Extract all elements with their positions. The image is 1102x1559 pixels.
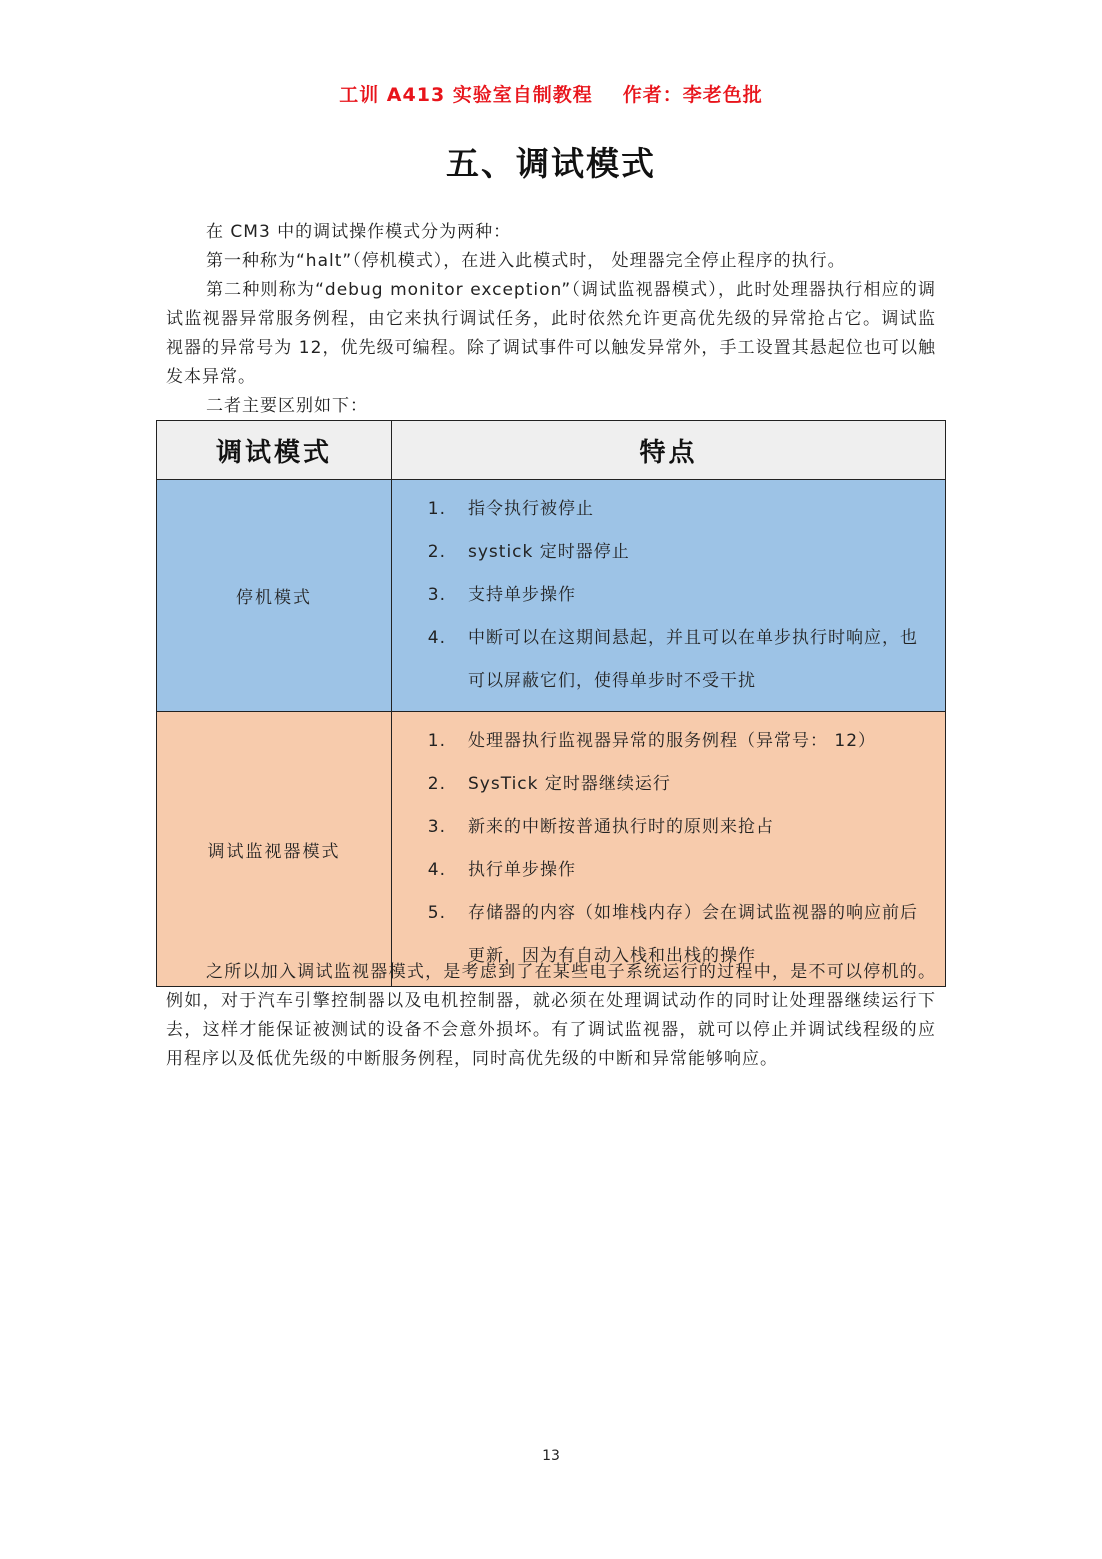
item-text: 中断可以在这期间悬起，并且可以在单步执行时响应，也可以屏蔽它们，使得单步时不受干扰 — [468, 628, 918, 691]
page-title: 五、调试模式 — [446, 144, 656, 183]
item-number: 4. — [427, 860, 446, 880]
intro-section — [166, 218, 936, 421]
list-item — [392, 806, 935, 849]
intro-paragraph: 在 CM3 中的调试操作模式分为两种： — [206, 222, 512, 242]
mode-cell: 停机模式 — [157, 480, 392, 712]
item-text: 指令执行被停止 — [468, 499, 594, 519]
item-number: 2. — [427, 774, 446, 794]
item-number: 3. — [427, 585, 446, 605]
item-text: 新来的中断按普通执行时的原则来抢占 — [468, 817, 774, 837]
item-number: 2. — [427, 542, 446, 562]
item-text: 处理器执行监视器异常的服务例程（异常号： 12） — [468, 731, 877, 751]
item-number: 4. — [427, 628, 446, 648]
list-item — [392, 488, 935, 531]
list-item — [392, 531, 935, 574]
features-cell — [392, 480, 946, 712]
intro-paragraph: 第二种则称为“debug monitor exception”（调试监视器模式），此时处理器执行相应的调试监视器异常服务例程，由它来执行调试任务，此时依然允许更高优先级的异常抢占它。调试监视器的异常号为 12，优先级可编程。除了调试事件可以触发异常外，手工设置其悬起位也可以触发本异常。 — [166, 280, 936, 387]
item-text: 支持单步操作 — [468, 585, 576, 605]
table-row-halt — [157, 480, 946, 712]
header-features: 特点 — [392, 421, 946, 480]
feature-list — [392, 720, 935, 978]
outro-section — [166, 958, 936, 1074]
item-text: 执行单步操作 — [468, 860, 576, 880]
mode-cell: 调试监视器模式 — [157, 712, 392, 987]
item-number: 1. — [427, 731, 446, 751]
table-row-debug-monitor — [157, 712, 946, 987]
list-item — [392, 617, 935, 703]
header-mode: 调试模式 — [157, 421, 392, 480]
item-text: systick 定时器停止 — [468, 542, 630, 562]
features-cell — [392, 712, 946, 987]
debug-modes-table — [156, 420, 946, 987]
intro-paragraph: 第一种称为“halt”（停机模式），在进入此模式时， 处理器完全停止程序的执行。 — [206, 251, 846, 271]
item-number: 5. — [427, 903, 446, 923]
item-number: 3. — [427, 817, 446, 837]
item-text: 存储器的内容（如堆栈内存）会在调试监视器的响应前后更新，因为有自动入栈和出栈的操作 — [468, 903, 918, 966]
page-number: 13 — [542, 1448, 560, 1464]
author-name: 作者：李老色批 — [622, 84, 763, 106]
running-header — [0, 80, 1102, 107]
list-item — [392, 849, 935, 892]
item-number: 1. — [427, 499, 446, 519]
list-item — [392, 574, 935, 617]
table-header-row — [157, 421, 946, 480]
intro-paragraph: 二者主要区别如下： — [206, 396, 368, 416]
outro-paragraph: 之所以加入调试监视器模式，是考虑到了在某些电子系统运行的过程中，是不可以停机的。例如，对于汽车引擎控制器以及电机控制器，就必须在处理调试动作的同时让处理器继续运行下去，这样才能保证被测试的设备不会意外损坏。有了调试监视器，就可以停止并调试线程级的应用程序以及低优先级的中断服务例程，同时高优先级的中断和异常能够响应。 — [166, 962, 936, 1069]
item-text: SysTick 定时器继续运行 — [468, 774, 671, 794]
list-item — [392, 763, 935, 806]
feature-list — [392, 488, 935, 703]
list-item — [392, 720, 935, 763]
course-title: 工训 A413 实验室自制教程 — [339, 84, 593, 106]
